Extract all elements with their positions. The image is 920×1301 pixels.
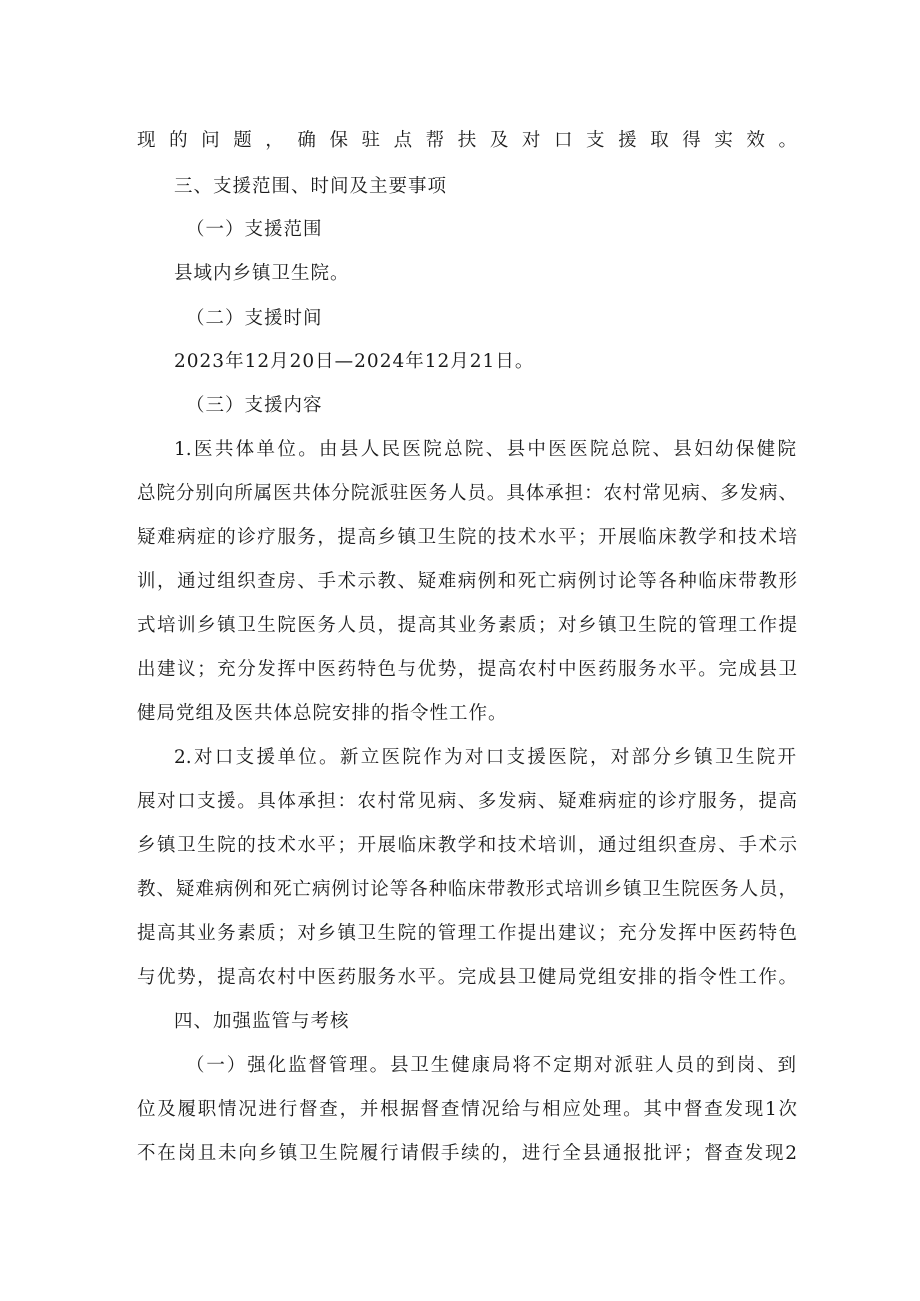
item1-line: 健局党组及医共体总院安排的指令性工作。 [137,703,508,724]
item1-line: 1.医共体单位。由县人民医院总院、县中医医院总院、县妇幼保健院 [174,439,796,460]
item1-line: 总院分别向所属医共体分院派驻医务人员。具体承担：农村常见病、多发病、 [137,483,797,504]
item2-line: 教、疑难病例和死亡病例讨论等各种临床带教形式培训乡镇卫生院医务人员， [137,879,797,900]
item1-line: 出建议；充分发挥中医药特色与优势，提高农村中医药服务水平。完成县卫 [137,659,797,680]
item2-line: 提高其业务素质；对乡镇卫生院的管理工作提出建议；充分发挥中医药特色 [137,923,797,944]
supervision-line: 位及履职情况进行督查，并根据督查情况给与相应处理。其中督查发现1次 [137,1099,797,1120]
item2-line: 与优势，提高农村中医药服务水平。完成县卫健局党组安排的指令性工作。 [137,967,797,988]
scope-text: 县域内乡镇卫生院。 [174,263,350,284]
subheading-scope: （一）支援范围 [186,219,323,240]
section-heading-4: 四、加强监管与考核 [174,1011,350,1032]
subheading-content: （三）支援内容 [186,395,323,416]
supervision-line: 不在岗且未向乡镇卫生院履行请假手续的，进行全县通报批评；督查发现2 [137,1143,797,1164]
time-text: 2023年12月20日—2024年12月21日。 [174,351,535,372]
section-heading-3: 三、支援范围、时间及主要事项 [174,176,448,197]
supervision-line: （一）强化监督管理。县卫生健康局将不定期对派驻人员的到岗、到 [186,1055,796,1076]
item2-line: 展对口支援。具体承担：农村常见病、多发病、疑难病症的诊疗服务，提高 [137,791,797,812]
item2-line: 乡镇卫生院的技术水平；开展临床教学和技术培训，通过组织查房、手术示 [137,835,797,856]
item1-line: 训，通过组织查房、手术示教、疑难病例和死亡病例讨论等各种临床带教形 [137,571,797,592]
item1-line: 疑难病症的诊疗服务，提高乡镇卫生院的技术水平；开展临床教学和技术培 [137,527,797,548]
item2-line: 2.对口支援单位。新立医院作为对口支援医院，对部分乡镇卫生院开 [174,747,796,768]
paragraph-continuation: 现的问题，确保驻点帮扶及对口支援取得实效。 [137,130,797,151]
subheading-time: （二）支援时间 [186,308,323,329]
item1-line: 式培训乡镇卫生院医务人员，提高其业务素质；对乡镇卫生院的管理工作提 [137,615,797,636]
